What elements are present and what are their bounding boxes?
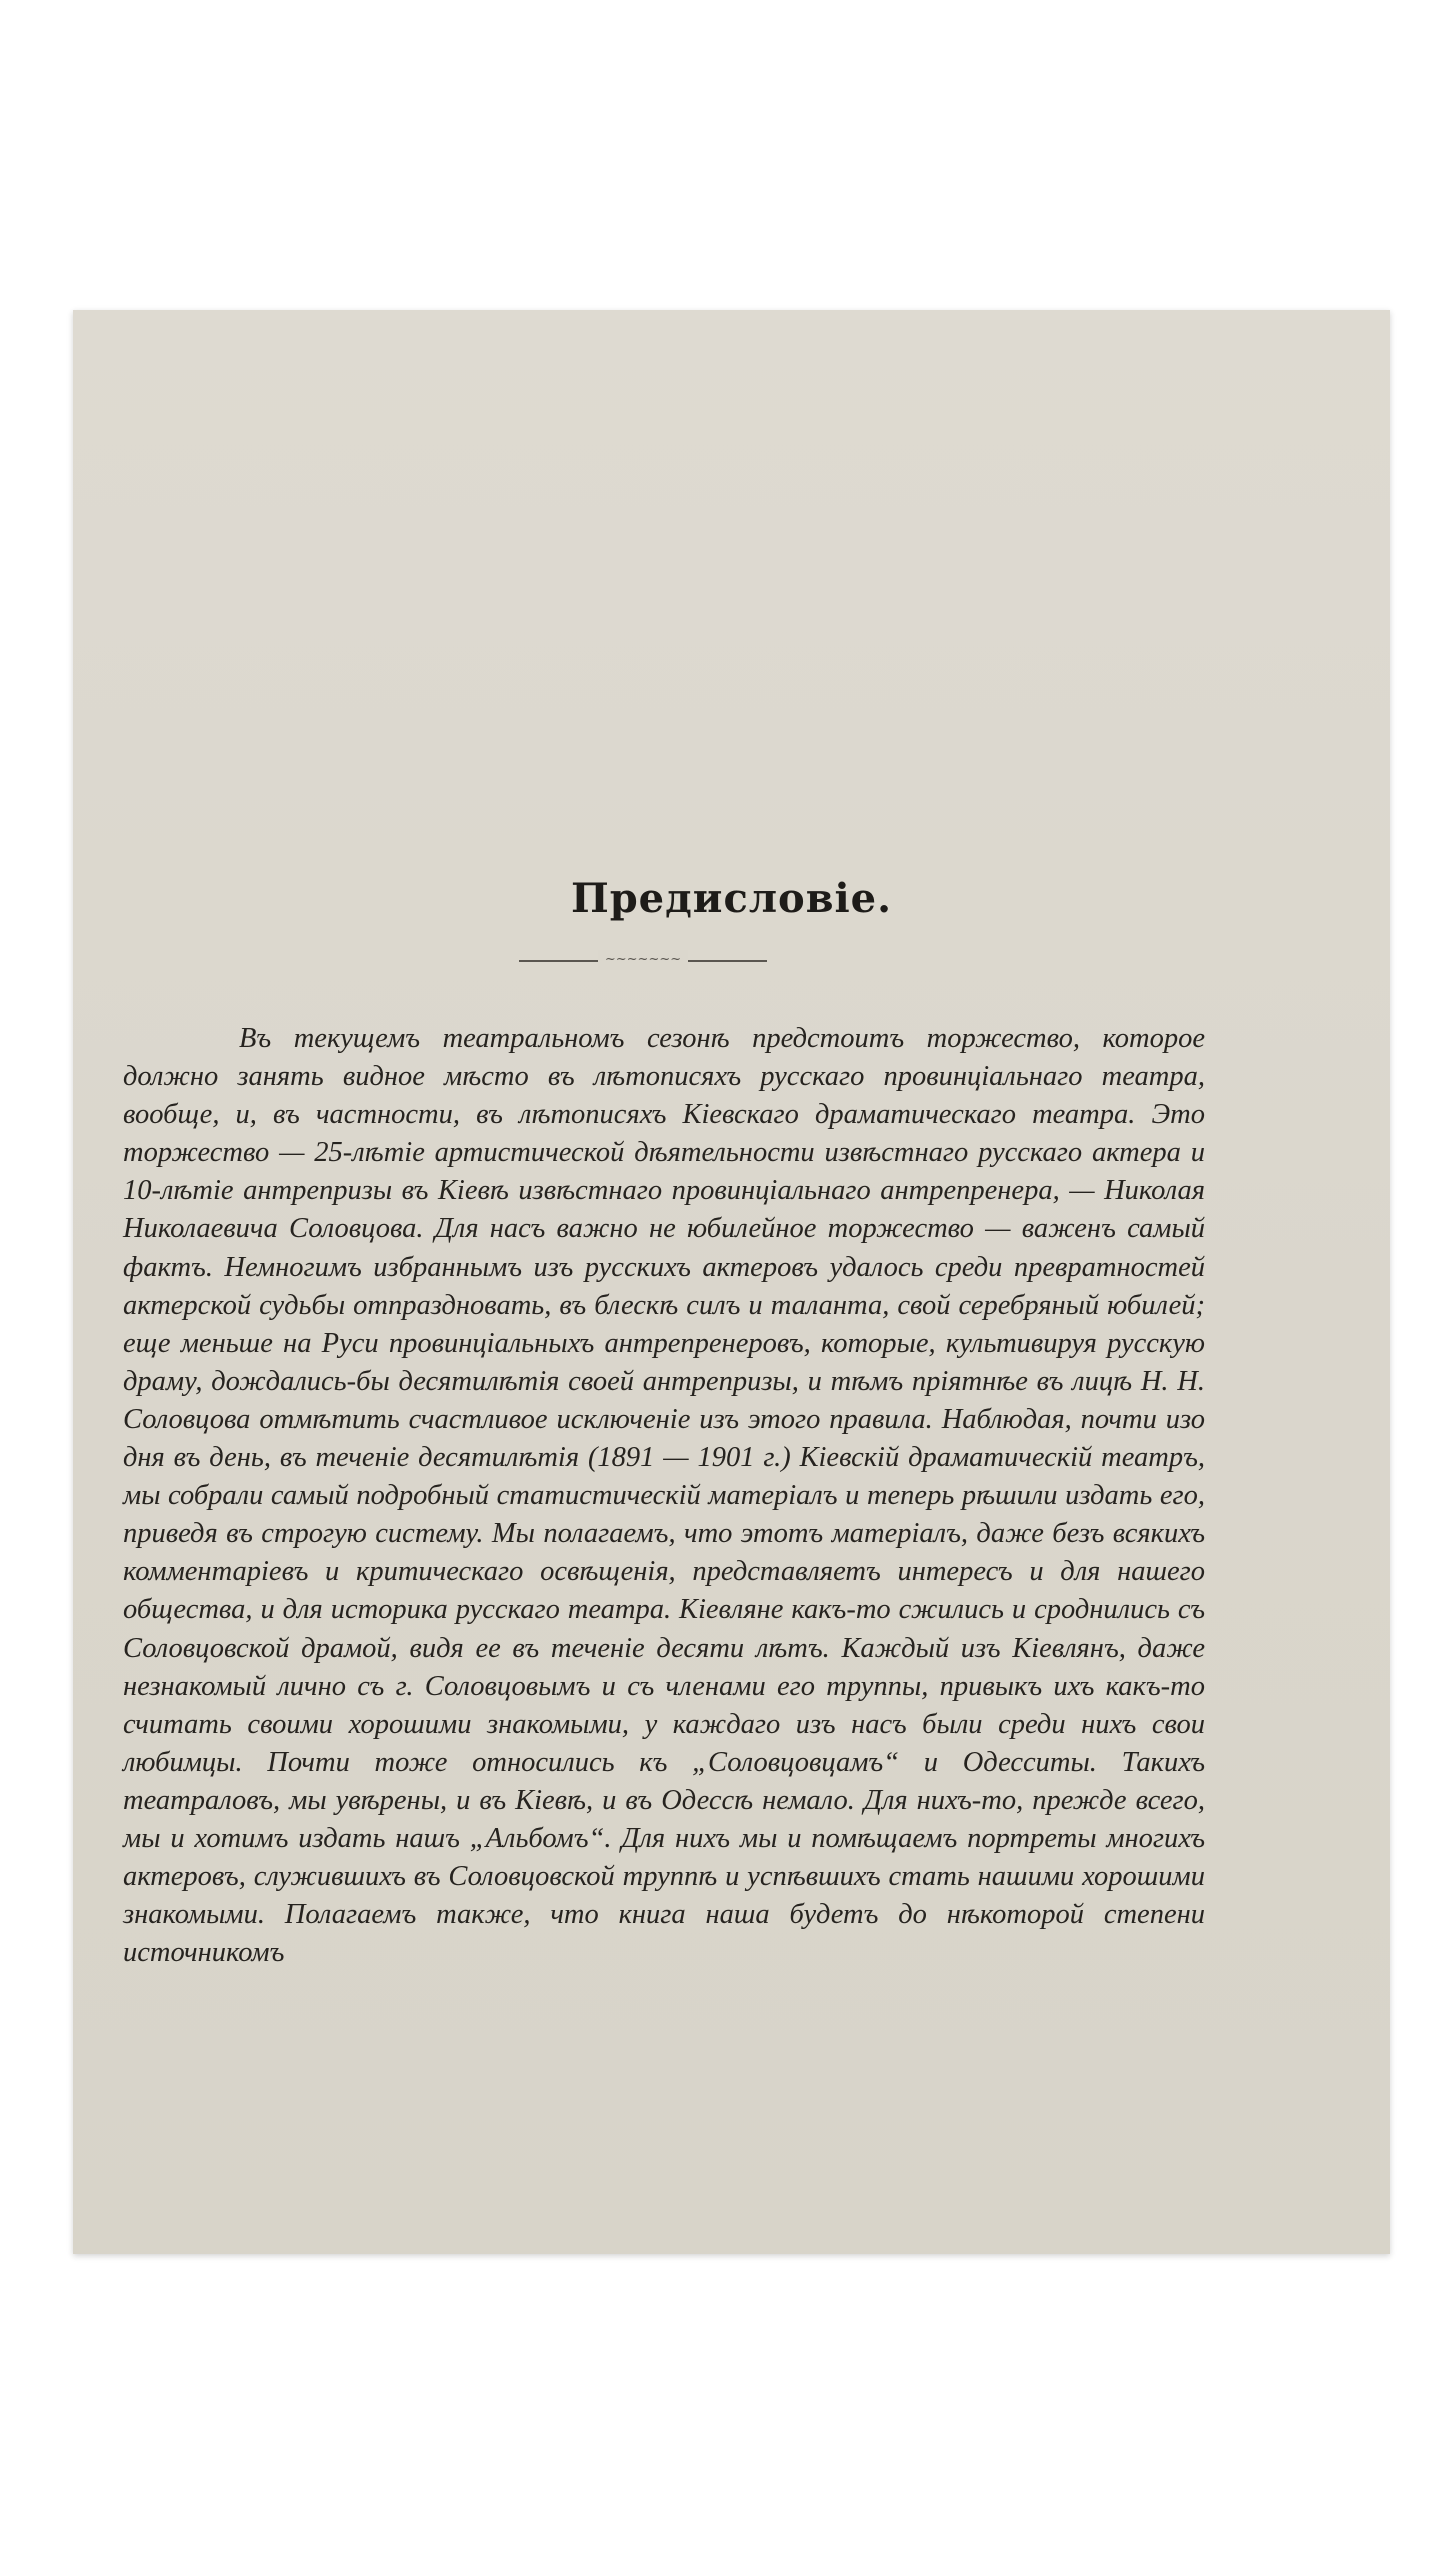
divider-ornament: ~~~~~~~ bbox=[598, 950, 688, 970]
preface-paragraph: Въ текущемъ театральномъ сезонѣ предстоитъ торжество, которое должно занять видное мѣсто въ лѣтописяхъ русскаго провинціальнаго театра, вообще, и, въ частности, въ лѣтописяхъ Кіевскаго драматическаго театра. Это торжество — 25-лѣтіе артистической дѣятельности извѣстнаго русскаго актера и 10-лѣтіе антрепризы въ Кіевѣ извѣстнаго провинціальнаго антрепренера, — Николая Николаевича Соловцова. Для насъ важно не юбилейное торжество — важенъ самый фактъ. Немногимъ избраннымъ изъ русскихъ актеровъ удалось среди превратностей актерской судьбы отпраздновать, въ блескѣ силъ и таланта, свой серебряный юбилей; еще меньше на Руси провинціальныхъ антрепренеровъ, которые, культивируя русскую драму, дождались-бы десятилѣтія своей антрепризы, и тѣмъ пріятнѣе въ лицѣ Н. Н. Соловцова отмѣтить счастливое исключеніе изъ этого правила. Наблюдая, почти изо дня въ день, въ теченіе десятилѣтія (1891 — 1901 г.) Кіевскій драматическій театръ, мы собрали самый подробный статистическій матеріалъ и теперь рѣшили издать его, приведя въ строгую систему. Мы полагаемъ, что этотъ матеріалъ, даже безъ всякихъ комментаріевъ и критическаго освѣщенія, представляетъ интересъ и для нашего общества, и для историка русскаго театра. Кіевляне какъ-то сжились и сроднились съ Соловцовской драмой, видя ее въ теченіе десяти лѣтъ. Каждый изъ Кіевлянъ, даже незнакомый лично съ г. Соловцовымъ и съ членами его труппы, привыкъ ихъ какъ-то считать своими хорошими знакомыми, у каждаго изъ насъ были среди нихъ свои любимцы. Почти тоже относились къ „Соловцовцамъ“ и Одесситы. Такихъ театраловъ, мы увѣрены, и въ Кіевѣ, и въ Одессѣ немало. Для нихъ-то, прежде всего, мы и хотимъ издать нашъ „Альбомъ“. Для нихъ мы и помѣщаемъ портреты многихъ актеровъ, служившихъ въ Соловцовской труппѣ и успѣвшихъ стать нашими хорошими знакомыми. Полагаемъ также, что книга наша будетъ до нѣкоторой степени источникомъ bbox=[123, 1023, 1205, 1969]
document-page bbox=[73, 310, 1390, 2254]
page-title: Предисловіе. bbox=[570, 875, 893, 922]
